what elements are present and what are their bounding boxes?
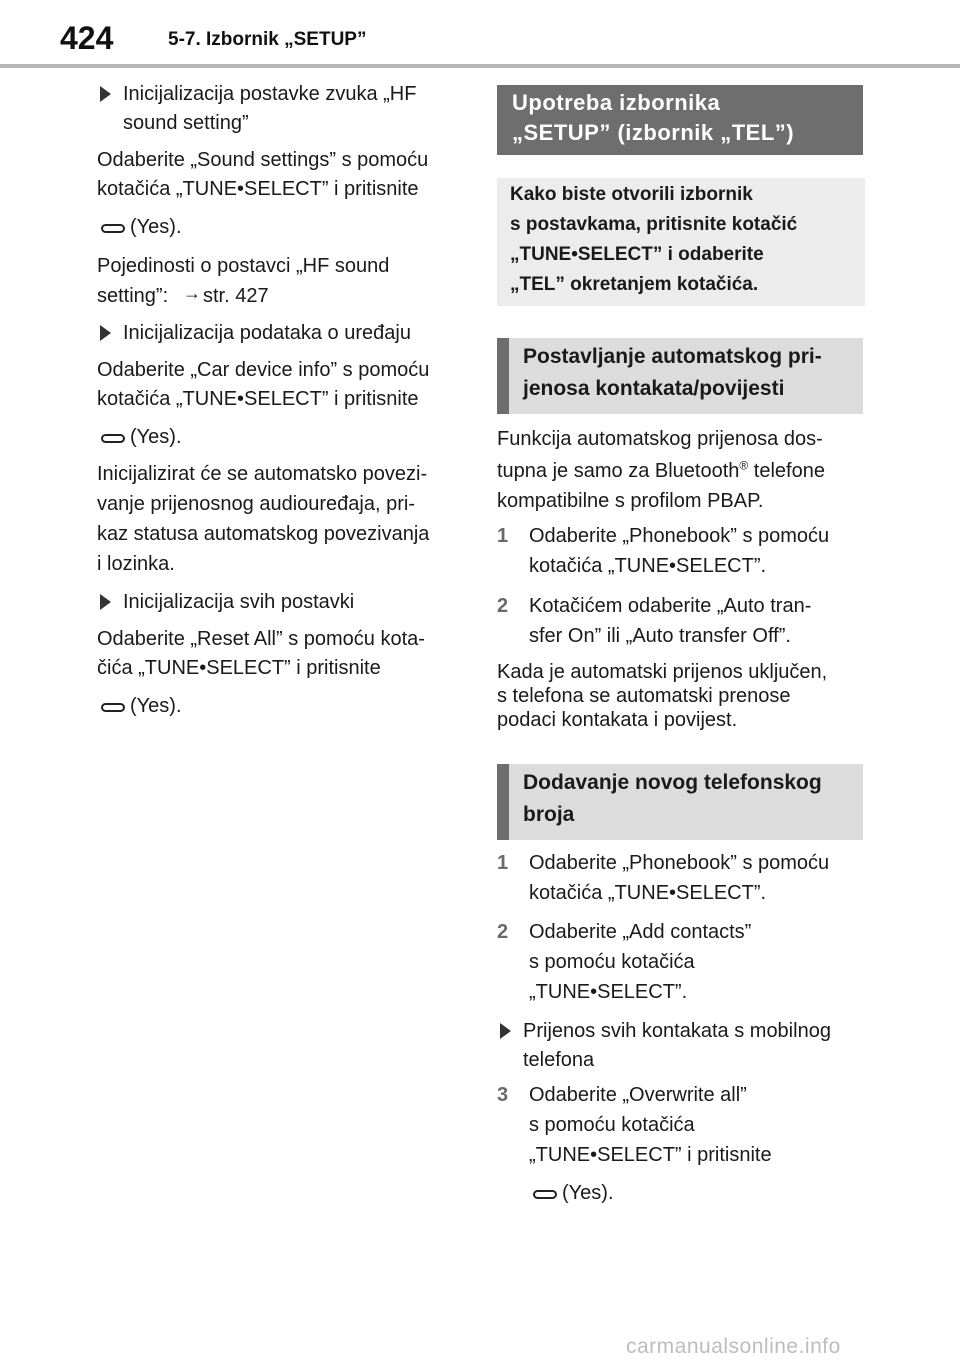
hf-detail-line2: setting”:	[97, 285, 169, 307]
step-text: Odaberite „Phonebook” s pomoću	[529, 852, 830, 874]
intro-line1: Kako biste otvorili izbornik	[510, 184, 753, 205]
section-title: 5-7. Izbornik „SETUP”	[168, 29, 367, 50]
device-detail-line2: vanje prijenosnog audiouređaja, pri-	[97, 493, 415, 515]
button-icon	[101, 224, 125, 233]
device-heading: Inicijalizacija podataka o uređaju	[123, 322, 411, 344]
auto-para-line2: tupna je samo za Bluetooth® telefone	[497, 458, 825, 482]
button-icon	[533, 1190, 557, 1199]
hf-heading-line2: sound setting”	[123, 112, 249, 134]
step-text: „TUNE•SELECT”.	[529, 981, 688, 1003]
transfer-heading-line1: Prijenos svih kontakata s mobilnog	[523, 1020, 831, 1042]
hf-body-line2: kotačića „TUNE•SELECT” i pritisnite	[97, 178, 419, 200]
step-text: Kotačićem odaberite „Auto tran-	[529, 595, 812, 617]
reset-all-heading: Inicijalizacija svih postavki	[123, 591, 355, 613]
step-text: s pomoću kotačića	[529, 1114, 695, 1136]
intro-line4: „TEL” okretanjem kotačića.	[510, 274, 759, 295]
hf-heading-line1: Inicijalizacija postavke zvuka „HF	[123, 83, 417, 105]
add-title-line2: broja	[523, 803, 575, 826]
intro-box	[497, 178, 865, 306]
auto-title-line1: Postavljanje automatskog pri-	[523, 345, 822, 368]
auto-para2-line1: Kada je automatski prijenos uključen,	[497, 661, 828, 683]
step-number: 3	[497, 1084, 509, 1106]
step-number: 1	[497, 525, 509, 547]
device-body-line2: kotačića „TUNE•SELECT” i pritisnite	[97, 388, 419, 410]
step-text: „TUNE•SELECT” i pritisnite	[529, 1144, 772, 1166]
watermark: carmanualsonline.info	[626, 1335, 841, 1358]
reset-all-body-line2: čića „TUNE•SELECT” i pritisnite	[97, 657, 381, 679]
add-title-line1: Dodavanje novog telefonskog	[523, 771, 822, 794]
auto-title-line2: jenosa kontakata/povijesti	[523, 377, 785, 400]
yes-label: (Yes).	[130, 695, 182, 717]
hf-page-ref: str. 427	[203, 285, 269, 307]
hf-body-line1: Odaberite „Sound settings” s pomoću	[97, 149, 429, 171]
device-body-line1: Odaberite „Car device info” s pomoću	[97, 359, 430, 381]
step-text: Odaberite „Overwrite all”	[529, 1084, 747, 1106]
step-text: Odaberite „Phonebook” s pomoću	[529, 525, 830, 547]
main-title-line1: Upotreba izbornika	[512, 90, 721, 115]
intro-line2: s postavkama, pritisnite kotačić	[510, 214, 798, 235]
add-number-title-box	[497, 764, 863, 840]
page-ref-arrow-icon: →	[183, 283, 201, 303]
step-number: 2	[497, 595, 509, 617]
step-number: 2	[497, 921, 509, 943]
yes-label: (Yes).	[562, 1182, 614, 1204]
bullet-triangle-icon	[100, 594, 111, 610]
bullet-triangle-icon	[100, 86, 111, 102]
button-icon	[101, 703, 125, 712]
device-detail-line4: i lozinka.	[97, 553, 175, 575]
step-text: sfer On” ili „Auto transfer Off”.	[529, 625, 791, 647]
step-text: s pomoću kotačića	[529, 951, 695, 973]
auto-transfer-title-box	[497, 338, 863, 414]
intro-line3: „TUNE•SELECT” i odaberite	[510, 244, 764, 265]
transfer-heading-line2: telefona	[523, 1049, 595, 1071]
step-number: 1	[497, 852, 509, 874]
main-section-title-box	[497, 85, 863, 155]
device-detail-line3: kaz statusa automatskog povezivanja	[97, 523, 430, 545]
bullet-triangle-icon	[100, 325, 111, 341]
auto-para2-line3: podaci kontakata i povijest.	[497, 709, 738, 731]
page-header	[0, 0, 960, 70]
auto-para-line1: Funkcija automatskog prijenosa dos-	[497, 428, 823, 450]
step-text: kotačića „TUNE•SELECT”.	[529, 555, 767, 577]
page-number: 424	[60, 20, 114, 56]
step-text: Odaberite „Add contacts”	[529, 921, 752, 943]
hf-detail-line1: Pojedinosti o postavci „HF sound	[97, 255, 390, 277]
main-title-line2: „SETUP” (izbornik „TEL”)	[512, 120, 795, 145]
auto-para2-line2: s telefona se automatski prenose	[497, 685, 791, 707]
auto-para-line3: kompatibilne s profilom PBAP.	[497, 490, 764, 512]
device-detail-line1: Inicijalizirat će se automatsko povezi-	[97, 463, 428, 485]
reset-all-body-line1: Odaberite „Reset All” s pomoću kota-	[97, 628, 425, 650]
button-icon	[101, 434, 125, 443]
bullet-triangle-icon	[500, 1023, 511, 1039]
yes-label: (Yes).	[130, 426, 182, 448]
header-divider	[0, 64, 960, 68]
yes-label: (Yes).	[130, 216, 182, 238]
step-text: kotačića „TUNE•SELECT”.	[529, 882, 767, 904]
